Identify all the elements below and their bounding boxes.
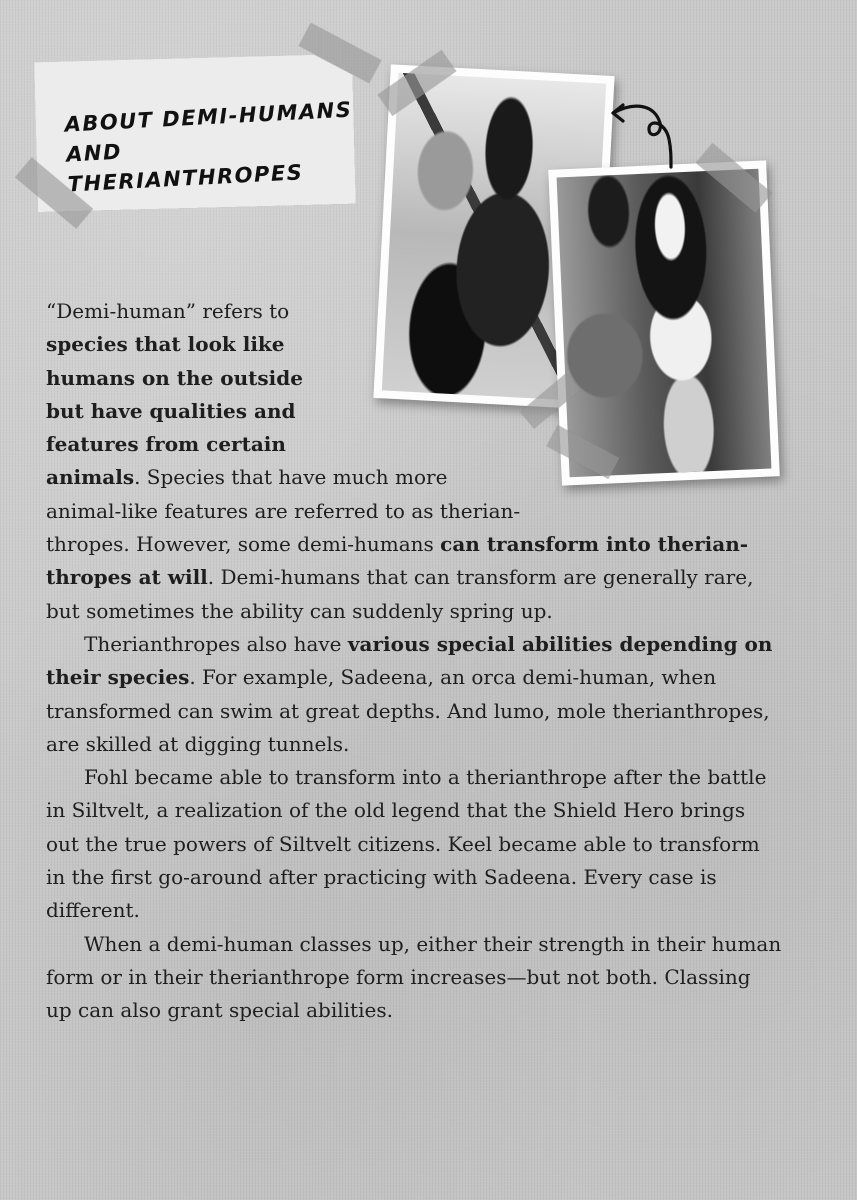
text-line: in the first go-around after practicing with Sadeena. Every case is <box>46 865 717 890</box>
section-title <box>64 94 358 199</box>
paragraph-abilities-line: Therianthropes also have various special abilities depending on <box>84 631 773 656</box>
paragraph-classup-line: When a demi-human classes up, either their strength in their human <box>84 931 782 956</box>
text-line: in Siltvelt, a realization of the old legend that the Shield Hero brings <box>46 798 746 823</box>
text-line: transformed can swim at great depths. And lumo, mole therianthropes, <box>46 698 770 723</box>
curly-arrow-icon <box>605 95 685 175</box>
intro-bold-line: species that look like <box>46 332 285 357</box>
paragraph-fohl-line: Fohl became able to transform into a therianthrope after the battle <box>84 765 767 790</box>
text-line: different. <box>46 898 140 923</box>
text-line: animal-like features are referred to as therian- <box>46 498 521 523</box>
title-line-1: ABOUT DEMI-HUMANS <box>64 97 353 137</box>
intro-bold-line: humans on the outside <box>46 365 303 390</box>
intro-line: “Demi-human” refers to <box>46 299 290 323</box>
intro-bold-line: but have qualities and <box>46 398 296 423</box>
text-line: are skilled at digging tunnels. <box>46 731 350 756</box>
text-line: out the true powers of Siltvelt citizens. Keel became able to transform <box>46 831 760 856</box>
text-line: but sometimes the ability can suddenly spring up. <box>46 598 553 623</box>
title-line-2: AND THERIANTHROPES <box>65 139 304 197</box>
intro-bold-line: features from certain <box>46 432 286 457</box>
text-line: thropes at will. Demi-humans that can transform are generally rare, <box>46 565 754 590</box>
text-line: animals. Species that have much more <box>46 465 448 490</box>
text-line: form or in their therianthrope form increases—but not both. Classing <box>46 964 751 989</box>
body-text <box>46 295 811 1028</box>
text-line: their species. For example, Sadeena, an orca demi-human, when <box>46 665 717 690</box>
text-line: up can also grant special abilities. <box>46 998 393 1023</box>
text-line: thropes. However, some demi-humans can transform into therian- <box>46 532 749 557</box>
